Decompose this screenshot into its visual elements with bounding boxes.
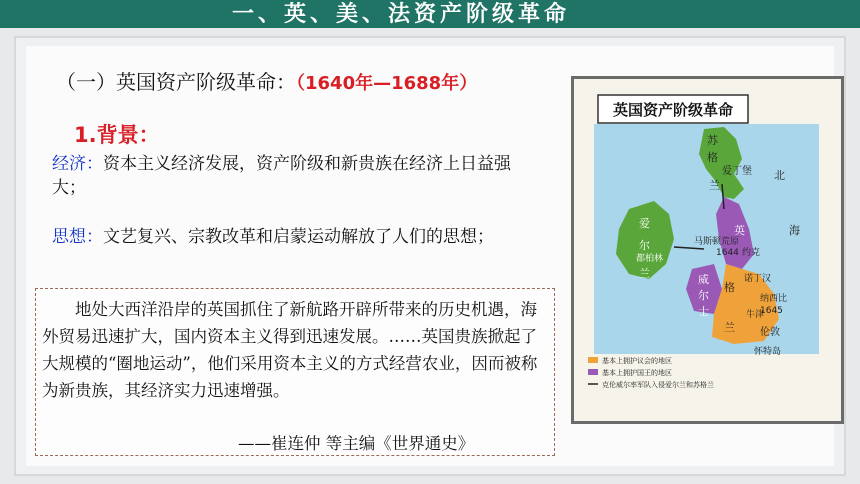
- label-su: 苏: [707, 134, 718, 147]
- label-nottingham: 诺丁汉: [744, 274, 772, 284]
- legend-swatch-parliament: [588, 357, 598, 363]
- label-1645: 1645: [760, 306, 783, 316]
- thought-label: 思想：: [52, 227, 103, 247]
- label-ge: 格: [707, 151, 718, 164]
- label-oxford: 牛津: [746, 310, 765, 320]
- label-ying: 英: [734, 224, 745, 237]
- section-years: （1640年—1688年）: [296, 73, 478, 94]
- background-heading: 1.背景：: [74, 123, 160, 147]
- economy-text: 资本主义经济发展，资产阶级和新贵族在经济上日益强大；: [52, 154, 511, 198]
- label-marston: 马斯顿荒原: [694, 237, 740, 247]
- label-er2: 尔: [698, 289, 709, 302]
- label-shi: 士: [698, 305, 709, 318]
- label-bei: 北: [774, 169, 785, 182]
- label-lan1: 兰: [709, 179, 720, 192]
- legend-swatch-king: [588, 369, 598, 375]
- label-er: 尔: [639, 239, 650, 252]
- economy-paragraph: [52, 152, 512, 200]
- label-lan2: 兰: [639, 267, 650, 280]
- label-hai: 海: [789, 224, 800, 237]
- label-york: 约克: [742, 248, 761, 258]
- label-naseby: 纳西比: [760, 294, 788, 304]
- label-wight: 怀特岛: [754, 347, 782, 357]
- label-1644: 1644: [716, 248, 739, 258]
- legend-parliament: 基本上拥护议会的地区: [602, 357, 672, 365]
- legend-king: 基本上拥护国王的地区: [602, 369, 672, 377]
- label-edinburgh: 爱丁堡: [722, 166, 752, 177]
- thought-paragraph: [52, 225, 512, 249]
- label-ai: 爱: [639, 217, 650, 230]
- thought-text: 文艺复兴、宗教改革和启蒙运动解放了人们的思想；: [103, 227, 494, 247]
- legend-campaign: 克伦威尔率军队入侵爱尔兰和苏格兰: [602, 381, 714, 389]
- section-title-text: （一）英国资产阶级革命：: [56, 70, 296, 94]
- revolution-map: [571, 76, 844, 424]
- label-ge2: 格: [724, 281, 735, 294]
- label-dublin: 都柏林: [636, 254, 664, 264]
- quote-text: 地处大西洋沿岸的英国抓住了新航路开辟所带来的历史机遇，海外贸易迅速扩大，国内资本主义得到迅速发展。……英国贵族掀起了大规模的“圈地运动”，他们采用资本主义的方式经营农业，因而被称为新贵族，其经济实力迅速增强。: [42, 300, 538, 400]
- section-title: [56, 66, 477, 95]
- economy-label: 经济：: [52, 154, 103, 174]
- header-title: 一、英、美、法资产阶级革命: [0, 0, 860, 28]
- quote-source: ——崔连仲 等主编《世界通史》: [238, 434, 475, 453]
- map-graphic: [574, 79, 841, 421]
- map-title: 英国资产阶级革命: [612, 101, 734, 119]
- label-lan3: 兰: [724, 321, 735, 334]
- label-wei: 威: [698, 273, 709, 286]
- label-london: 伦敦: [760, 327, 780, 338]
